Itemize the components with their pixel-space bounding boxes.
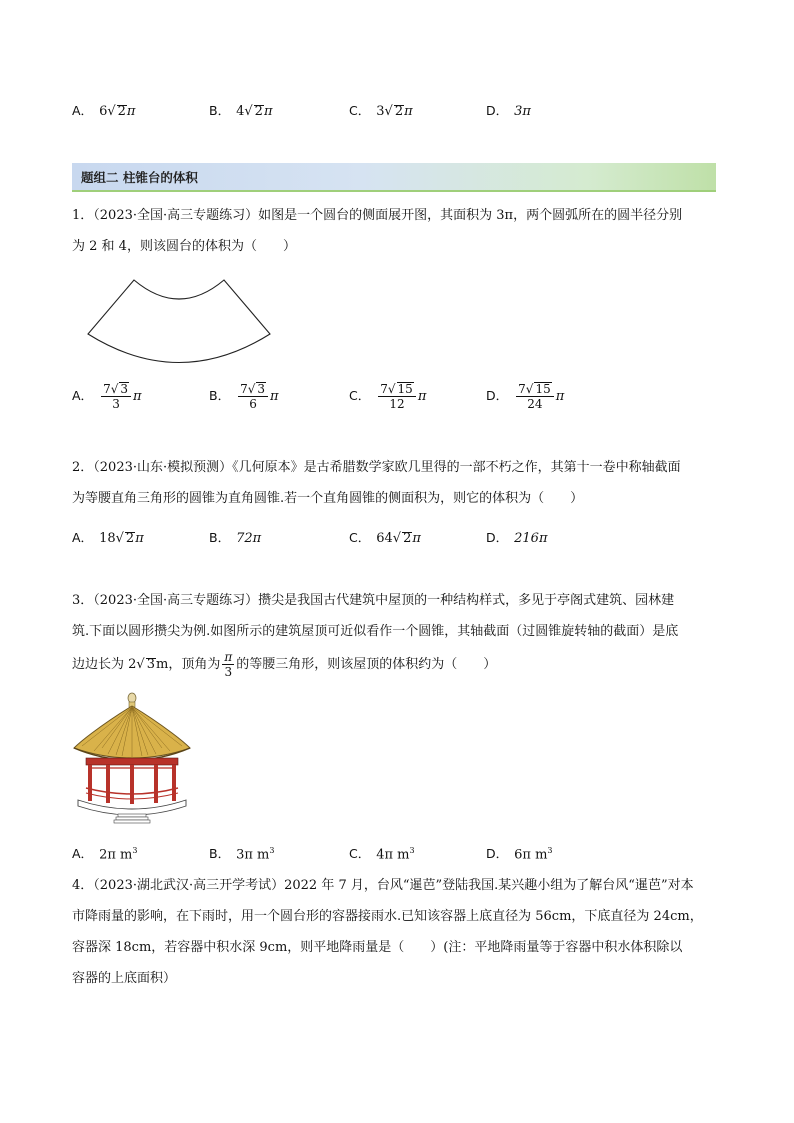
section-header — [72, 163, 716, 192]
q1-options — [72, 382, 732, 418]
q3-option-a: A． 2π $m^3$ — [72, 846, 138, 863]
q1-option-b: B． $\frac{7√ 3}{6}$ π — [209, 382, 279, 411]
q0-option-b: B． 4√ 2π — [209, 103, 273, 119]
q3-line-2: 筑.下面以圆形攒尖为例.如图所示的建筑屋顶可近似看作一个圆锥，其轴截面（过圆锥旋转轴的截面）是底 — [72, 624, 679, 639]
q4-line-2: 市降雨量的影响，在下雨时，用一个圆台形的容器接雨水.已知该容器上底直径为 56cm，下底直径为 24cm， — [72, 909, 703, 924]
question-1 — [72, 200, 732, 262]
q1-option-d: D． $\frac{7√ 15}{24}$ π — [486, 382, 565, 411]
question-2 — [72, 452, 732, 514]
q4-line-4: 容器的上底面积） — [72, 971, 177, 986]
q3-option-d: D． 6π $m^3$ — [486, 846, 553, 863]
q2-line-1: 2．（2023·山东·模拟预测）《几何原本》是古希腊数学家欧几里得的一部不朽之作，其第十一卷中称轴截面 — [72, 460, 681, 475]
q3-option-c: C． 4π $m^3$ — [349, 846, 415, 863]
q0-option-a: A． 6√ 2π — [72, 103, 136, 119]
q0-options — [72, 101, 732, 123]
q2-option-b: B． 72π — [209, 530, 262, 546]
q2-option-c: C． 64√ 2π — [349, 530, 421, 546]
q0-option-d: D． 3π — [486, 103, 531, 119]
q2-option-d: D． 216π — [486, 530, 548, 546]
annulus-sector-figure — [84, 276, 274, 366]
q1-line-2: 为 2 和 4，则该圆台的体积为（ ） — [72, 239, 296, 254]
q4-line-1: 4．（2023·湖北武汉·高三开学考试）2022 年 7 月，台风“暹芭”登陆我国.某兴趣小组为了解台风“暹芭”对本 — [72, 878, 694, 893]
q2-options — [72, 528, 732, 550]
q1-line-1: 1．（2023·全国·高三专题练习）如图是一个圆台的侧面展开图，其面积为 3π，两个圆弧所在的圆半径分别 — [72, 208, 683, 223]
q3-line-3: 边边长为 2√ 3m，顶角为 $\frac{\pi}{3}$ 的等腰三角形，则该屋顶的体积约为（ ） — [72, 650, 497, 679]
q1-option-a: A． $\frac{7√ 3}{3}$ π — [72, 382, 142, 411]
question-3 — [72, 585, 732, 683]
q0-option-c: C． 3√ 2π — [349, 103, 413, 119]
pavilion-illustration — [72, 688, 192, 828]
q1-option-c: C． $\frac{7√ 15}{12}$ π — [349, 382, 427, 411]
q4-line-3: 容器深 18cm，若容器中积水深 9cm，则平地降雨量是（ ）(注：平地降雨量等于容器中积水体积除以 — [72, 940, 683, 955]
q2-option-a: A． 18√ 2π — [72, 530, 144, 546]
q3-options — [72, 841, 732, 863]
question-4 — [72, 870, 732, 994]
section-title: 题组二 柱锥台的体积 — [81, 170, 198, 185]
q3-line-1: 3．（2023·全国·高三专题练习）攒尖是我国古代建筑中屋顶的一种结构样式，多见于亭阁式建筑、园林建 — [72, 593, 675, 608]
q3-option-b: B． 3π $m^3$ — [209, 846, 275, 863]
q2-line-2: 为等腰直角三角形的圆锥为直角圆锥.若一个直角圆锥的侧面积为，则它的体积为（ ） — [72, 491, 584, 506]
